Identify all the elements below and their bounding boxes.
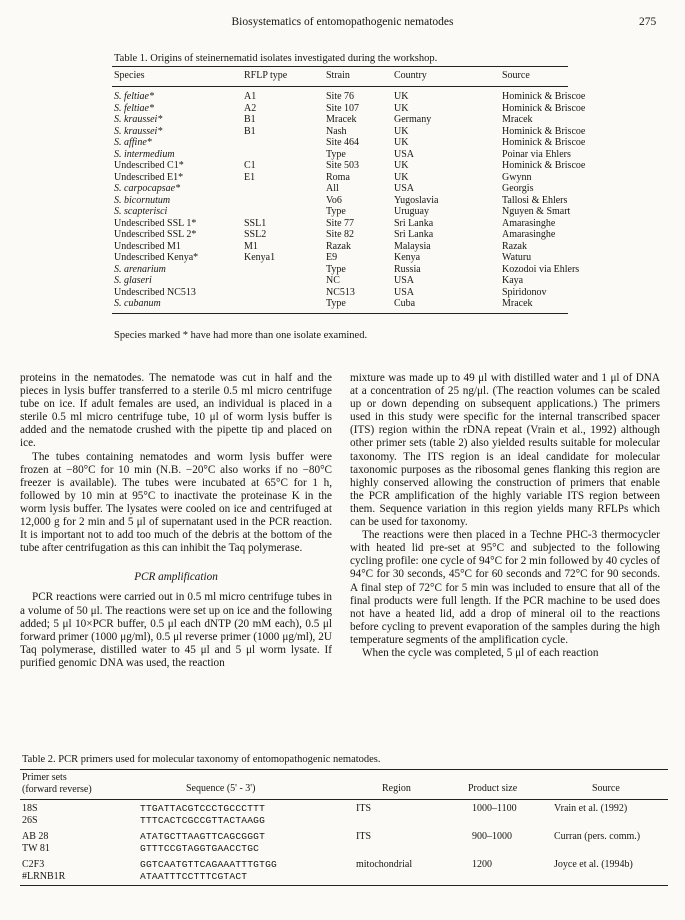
table1-cell-source: Georgis [502, 183, 534, 194]
table1-cell-source: Gwynn [502, 171, 532, 183]
table2-cell-source: Curran (pers. comm.) [554, 831, 641, 842]
right-paragraph-1: mixture was made up to 49 μl with distilled water and 1 μl of DNA at a concentration of 25 ng/μl. (The reaction volumes can be scaled up or down depending on subsequent applications.) The primers used in this study were specific for the internal transcribed spacer (ITS) region within the rDNA repeat (Vrain et al., 1992) although other primer sets (table 2) also yielded results suitable for molecular taxonomy. The ITS region is an ideal candidate for molecular taxonomic purposes as the ribosomal genes flanking this region are highly conserved allowing the construction of primers that enable the PCR amplification of the highly variable ITS region between them. Sequence variation in this region yields many RFLPs which can be used for taxonomy. [350, 372, 660, 529]
table1-cell-strain: Site 464 [326, 137, 360, 148]
table1-cell-strain: Site 107 [326, 102, 360, 114]
table1-cell-country: UK [394, 171, 409, 183]
table1-cell-species: S. feltiae* [114, 91, 154, 102]
table1-cell-species: S. scapterisci [114, 206, 168, 217]
table2-cell-product: 1200 [472, 859, 492, 870]
table1-cell-country: Cuba [394, 298, 416, 309]
table1-cell-strain: Type [326, 298, 346, 309]
page-number: 275 [639, 16, 657, 28]
table1-cell-source: Hominick & Briscoe [502, 91, 586, 102]
table1-cell-strain: E9 [326, 252, 338, 263]
table1-cell-source: Kaya [502, 275, 524, 286]
table1-cell-species: Undescribed Kenya* [114, 252, 199, 263]
table-row [22, 831, 668, 857]
table1-cell-rflp: E1 [244, 171, 256, 183]
table1-cell-source: Hominick & Briscoe [502, 125, 586, 137]
table1-cell-strain: Vo6 [326, 194, 342, 206]
table1-cell-country: USA [394, 286, 415, 298]
table1-cell-country: Sri Lanka [394, 217, 434, 229]
table2-header-row [22, 772, 668, 798]
table-row [22, 803, 668, 829]
table-row [114, 137, 586, 149]
table-row [114, 114, 570, 126]
right-column [350, 372, 660, 660]
left-paragraph-2: The tubes containing nematodes and worm lysis buffer were frozen at −80°C for 10 min (N.B. −20°C also works if no −80°C freezer is available). The tubes were incubated at 65°C for 1 h, followed by 10 min at 95°C to inactivate the proteinase K in the worm lysis buffer. The lysates were cooled on ice and centrifuged at 12,000 g for 2 min and 5 μl of supernatant used in the PCR reaction. It is important not to add too much of the debris at the bottom of the tube after centrifugation as this can inhibit the Taq polymerase. [20, 450, 332, 555]
table-row [114, 172, 570, 184]
table1-cell-species: S. arenarium [114, 263, 166, 275]
table1-cell-source: Nguyen & Smart [502, 206, 571, 217]
table2-top-rule [20, 769, 668, 770]
table1-cell-species: S. kraussei* [114, 114, 163, 125]
table2-col-primer-2: (forward reverse) [22, 784, 92, 795]
table1-cell-country: Kenya [394, 252, 421, 263]
table1-body [114, 91, 586, 310]
table1-cell-species: Undescribed SSL 2* [114, 229, 197, 240]
table1-header-rule [112, 86, 568, 87]
table1-cell-country: Malaysia [394, 240, 431, 252]
table1-col-source: Source [502, 70, 530, 81]
right-paragraph-3: When the cycle was completed, 5 μl of each reaction [362, 646, 599, 659]
table2-col-product: Product size [468, 783, 518, 794]
table1-cell-country: Sri Lanka [394, 229, 434, 240]
table2-cell-seq-fwd: ATATGCTTAAGTTCAGCGGGT [140, 831, 266, 842]
table1-cell-strain: Type [326, 263, 346, 275]
table-row [114, 125, 586, 138]
table-row [22, 859, 668, 885]
table1-cell-species: Undescribed E1* [114, 171, 184, 183]
table1-cell-strain: Roma [326, 171, 350, 183]
table1-cell-strain: Site 503 [326, 160, 360, 171]
table1-cell-species: Undescribed NC513 [114, 286, 196, 298]
table1-cell-source: Razak [502, 240, 527, 252]
table2-cell-region: mitochondrial [356, 859, 413, 870]
left-column [20, 372, 332, 670]
table-row [114, 91, 586, 103]
table1-cell-strain: Site 77 [326, 217, 355, 229]
table1-cell-country: UK [394, 102, 409, 114]
table2-cell-region: ITS [356, 831, 371, 842]
table1-cell-country: USA [394, 183, 415, 194]
left-paragraph-3: PCR reactions were carried out in 0.5 ml micro centrifuge tubes in a volume of 50 μl. The reactions were set up on ice and the following added; 5 μl 10×PCR buffer, 0.5 μl each dNTP (20 mM each), 0.5 μl forward primer (1000 μg/ml), 0.5 μl reverse primer (1000 μg/ml), 2U Taq polymerase, distilled water to 45 μl and 5 μl worm lysate. If purified genomic DNA was used, the reaction [20, 591, 332, 669]
table1-cell-source: Mracek [502, 298, 533, 309]
table1-cell-rflp: SSL1 [244, 217, 267, 229]
table1-cell-rflp: A1 [244, 91, 257, 102]
table2-cell-fwd: AB 28 [22, 831, 49, 842]
table2-col-source: Source [592, 783, 620, 794]
table2-cell-fwd: C2F3 [22, 859, 45, 870]
table1-cell-country: UK [394, 137, 409, 148]
table1-col-species: Species [114, 70, 145, 81]
table2-cell-product: 900–1000 [472, 831, 512, 842]
table1-top-rule [112, 66, 568, 67]
table-row [114, 218, 570, 230]
table1-cell-species: S. glaseri [114, 275, 152, 286]
table1-footnote: Species marked * have had more than one isolate examined. [114, 330, 368, 341]
table1-cell-rflp: C1 [244, 160, 256, 171]
table1-cell-species: S. intermedium [114, 148, 175, 160]
table-row [114, 229, 570, 241]
table2-cell-source: Joyce et al. (1994b) [554, 859, 633, 870]
table1-cell-source: Poinar via Ehlers [502, 148, 571, 160]
table1-cell-strain: Nash [326, 125, 347, 137]
table1-cell-source: Kozodoi via Ehlers [502, 263, 580, 275]
table1-cell-source: Amarasinghe [502, 229, 556, 240]
table-row [114, 298, 570, 310]
table1-cell-source: Spiridonov [502, 286, 547, 298]
table1-col-country: Country [394, 70, 427, 81]
subheading-pcr-amplification: PCR amplification [134, 571, 218, 584]
table1-cell-source: Waturu [502, 252, 532, 263]
table1-cell-rflp: A2 [244, 102, 257, 114]
table1-cell-species: S. cubanum [114, 298, 161, 309]
table1-cell-strain: All [326, 183, 339, 194]
table1-cell-country: USA [394, 148, 415, 160]
table1-cell-species: Undescribed M1 [114, 240, 181, 252]
table1-cell-strain: NC513 [326, 286, 355, 298]
table1-cell-country: UK [394, 125, 409, 137]
table2-col-sequence: Sequence (5' - 3') [186, 783, 256, 794]
table2-header-rule [20, 799, 668, 800]
table1-cell-species: S. affine* [114, 137, 152, 148]
table-row [114, 149, 570, 161]
table1-cell-species: S. bicornutum [114, 194, 171, 206]
table1-cell-strain: Type [326, 206, 346, 217]
table1-cell-strain: Site 76 [326, 91, 355, 102]
table1-bottom-rule [112, 313, 568, 314]
table1-cell-country: UK [394, 91, 409, 102]
table1-header-row [114, 70, 570, 82]
table2-cell-seq-rev: ATAATTTCCTTTCGTACT [140, 871, 248, 882]
table1-cell-species: Undescribed C1* [114, 160, 184, 171]
table1-cell-rflp: B1 [244, 125, 256, 137]
right-paragraph-2: The reactions were then placed in a Techne PHC-3 thermocycler with heated lid pre-set at 95°C and subjected to the following cycling profile: one cycle of 94°C for 2 min followed by 40 cycles of 94°C for 30 seconds, 45°C for 60 seconds and 72°C for 90 seconds. A final step of 72°C for 5 min was included to ensure that all of the final products were full length. If the PCR machine to be used does not have a heated lid, add a drop of mineral oil to the reactions before cycling to prevent evaporation of the samples during the high temperature segments of the amplification cycle. [350, 529, 660, 646]
table2-cell-seq-fwd: TTGATTACGTCCCTGCCCTTT [140, 803, 266, 814]
table2-cell-seq-rev: GTTTCCGTAGGTGAACCTGC [140, 843, 260, 854]
table-row [114, 160, 586, 172]
table1-cell-rflp: M1 [244, 240, 258, 252]
table-row [114, 275, 570, 287]
table2-col-primer-1: Primer sets [22, 772, 67, 783]
table1-cell-source: Hominick & Briscoe [502, 102, 586, 114]
table1-cell-country: USA [394, 275, 415, 286]
table1-cell-strain: Site 82 [326, 229, 355, 240]
table2-cell-rev: 26S [22, 815, 38, 826]
table1-cell-rflp: Kenya1 [244, 252, 276, 263]
table1-cell-source: Amarasinghe [502, 217, 556, 229]
table-row [114, 252, 570, 264]
table2-bottom-rule [20, 885, 668, 886]
table-row [114, 206, 570, 218]
table1-cell-species: S. carpocapsae* [114, 183, 181, 194]
table1-cell-rflp: B1 [244, 114, 256, 125]
table1-cell-country: Uruguay [394, 206, 429, 217]
table-row [114, 263, 580, 276]
table2-caption: Table 2. PCR primers used for molecular taxonomy of entomopathogenic nematodes. [22, 754, 381, 765]
left-paragraph-1: proteins in the nematodes. The nematode was cut in half and the pieces in lysis buffer transferred to a sterile 0.5 ml micro centrifuge tube on ice. If adult females are used, an individual is placed in a sterile 0.5 ml micro centrifuge tube, 10 μl of worm lysis buffer is added and the nematode crushed with the pipette tip and placed on ice. [20, 372, 332, 450]
table2-cell-product: 1000–1100 [472, 803, 517, 814]
table1-cell-species: S. feltiae* [114, 102, 154, 114]
table2-cell-region: ITS [356, 803, 371, 814]
table1-cell-country: Yugoslavia [394, 194, 439, 206]
running-header-title: Biosystematics of entomopathogenic nematodes [231, 16, 454, 28]
table1-cell-country: UK [394, 160, 409, 171]
table1-cell-source: Hominick & Briscoe [502, 137, 586, 148]
table1-cell-source: Mracek [502, 114, 533, 125]
table1-cell-source: Hominick & Briscoe [502, 160, 586, 171]
table2-col-region: Region [382, 783, 411, 794]
table-row [114, 102, 586, 115]
table2-cell-fwd: 18S [22, 803, 38, 814]
table1-cell-species: S. kraussei* [114, 125, 163, 137]
table2-cell-seq-fwd: GGTCAATGTTCAGAAATTTGTGG [140, 859, 278, 870]
table-row [114, 183, 570, 195]
table1-caption: Table 1. Origins of steinernematid isolates investigated during the workshop. [114, 53, 438, 64]
table1-cell-country: Germany [394, 114, 432, 125]
table1-cell-rflp: SSL2 [244, 229, 267, 240]
table1-cell-strain: Razak [326, 240, 351, 252]
table1-cell-strain: Mracek [326, 114, 357, 125]
table1-cell-source: Tallosi & Ehlers [502, 194, 568, 206]
table2-cell-seq-rev: TTTCACTCGCCGTTACTAAGG [140, 815, 266, 826]
table-row [114, 287, 570, 299]
table1-col-strain: Strain [326, 70, 350, 81]
table1-cell-country: Russia [394, 263, 421, 275]
table1-col-rflp: RFLP type [244, 70, 288, 81]
table2-cell-rev: #LRNB1R [22, 871, 66, 882]
table1-cell-species: Undescribed SSL 1* [114, 217, 197, 229]
table2-cell-rev: TW 81 [22, 843, 50, 854]
table-row [114, 241, 570, 253]
table1-cell-strain: NC [326, 275, 340, 286]
table2-cell-source: Vrain et al. (1992) [554, 803, 628, 814]
table1-cell-strain: Type [326, 148, 346, 160]
table-row [114, 195, 570, 207]
